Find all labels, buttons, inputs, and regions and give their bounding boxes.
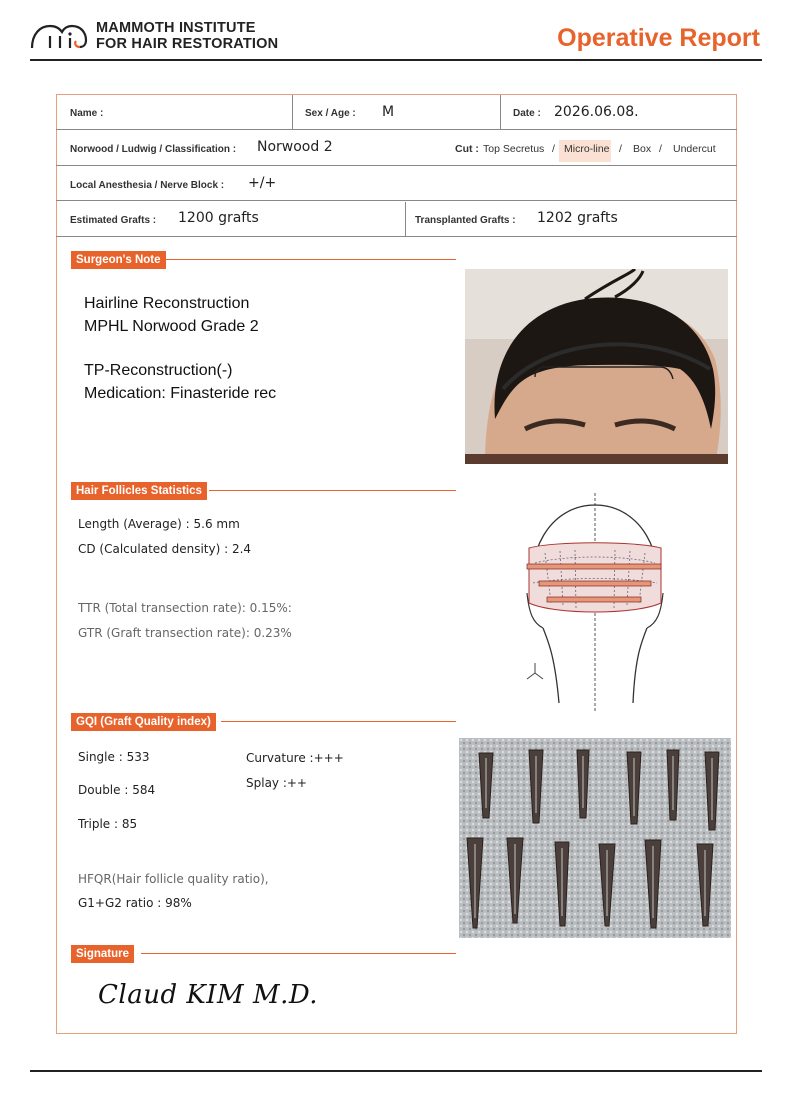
mammoth-logo-icon bbox=[30, 22, 92, 50]
section-header-gqi: GQI (Graft Quality index) bbox=[71, 713, 216, 731]
name-label: Name : bbox=[70, 108, 104, 119]
section-rule bbox=[209, 490, 456, 491]
cut-option-box: Box bbox=[633, 143, 652, 155]
header-divider bbox=[30, 59, 762, 61]
sex-age-field: M bbox=[382, 104, 395, 120]
section-rule bbox=[166, 259, 456, 260]
surgeons-note-text: Hairline Reconstruction MPHL Norwood Grade 2 TP-Reconstruction(-) Medication: Finasteride rec bbox=[84, 295, 277, 402]
info-row-grafts bbox=[56, 201, 737, 237]
gqi-splay: Splay :++ bbox=[246, 776, 307, 790]
anesthesia-field: +/+ bbox=[248, 175, 277, 191]
stat-ttr: TTR (Total transection rate): 0.15%: bbox=[78, 601, 292, 615]
section-rule bbox=[221, 721, 456, 722]
stat-length: Length (Average) : 5.6 mm bbox=[78, 517, 240, 531]
page-title: Operative Report bbox=[557, 24, 760, 52]
surgeon-signature: Claud KIM M.D. bbox=[98, 980, 319, 1010]
sex-age-label: Sex / Age : bbox=[305, 108, 356, 119]
section-header-follicle-stats: Hair Follicles Statistics bbox=[71, 482, 207, 500]
cut-separator: / bbox=[619, 143, 622, 155]
gqi-hfqr-label: HFQR(Hair follicle quality ratio), bbox=[78, 872, 269, 886]
transplanted-grafts-label: Transplanted Grafts : bbox=[415, 215, 516, 226]
gqi-single: Single : 533 bbox=[78, 750, 150, 764]
anesthesia-label: Local Anesthesia / Nerve Block : bbox=[70, 180, 225, 191]
cut-option-undercut: Undercut bbox=[673, 143, 716, 155]
donor-area-head-diagram bbox=[515, 493, 675, 713]
classification-field: Norwood 2 bbox=[257, 139, 333, 155]
gqi-curvature: Curvature :+++ bbox=[246, 751, 344, 765]
patient-hairline-photo bbox=[465, 269, 728, 464]
gqi-hfqr-ratio: G1+G2 ratio : 98% bbox=[78, 896, 192, 910]
transplanted-grafts-field: 1202 grafts bbox=[537, 210, 618, 226]
gqi-double: Double : 584 bbox=[78, 783, 156, 797]
section-header-signature: Signature bbox=[71, 945, 134, 963]
cut-separator: / bbox=[552, 143, 555, 155]
cut-separator: / bbox=[659, 143, 662, 155]
classification-label: Norwood / Ludwig / Classification : bbox=[70, 144, 237, 155]
stat-gtr: GTR (Graft transection rate): 0.23% bbox=[78, 626, 292, 640]
cut-option-micro-line: Micro-line bbox=[564, 143, 610, 155]
gqi-triple: Triple : 85 bbox=[78, 817, 138, 831]
estimated-grafts-label: Estimated Grafts : bbox=[70, 215, 157, 226]
section-rule bbox=[141, 953, 456, 954]
cut-label: Cut : bbox=[455, 143, 479, 155]
divider bbox=[405, 202, 406, 237]
date-label: Date : bbox=[513, 108, 541, 119]
section-header-surgeons-note: Surgeon's Note bbox=[71, 251, 166, 269]
date-field: 2026.06.08. bbox=[554, 104, 639, 120]
estimated-grafts-field: 1200 grafts bbox=[178, 210, 259, 226]
footer-divider bbox=[30, 1070, 762, 1072]
stat-cd: CD (Calculated density) : 2.4 bbox=[78, 542, 252, 556]
divider bbox=[500, 95, 501, 130]
cut-option-top-secretus: Top Secretus bbox=[483, 143, 545, 155]
institute-name: MAMMOTH INSTITUTE FOR HAIR RESTORATION bbox=[96, 20, 279, 52]
graft-sample-photo bbox=[459, 738, 731, 938]
divider bbox=[292, 95, 293, 130]
